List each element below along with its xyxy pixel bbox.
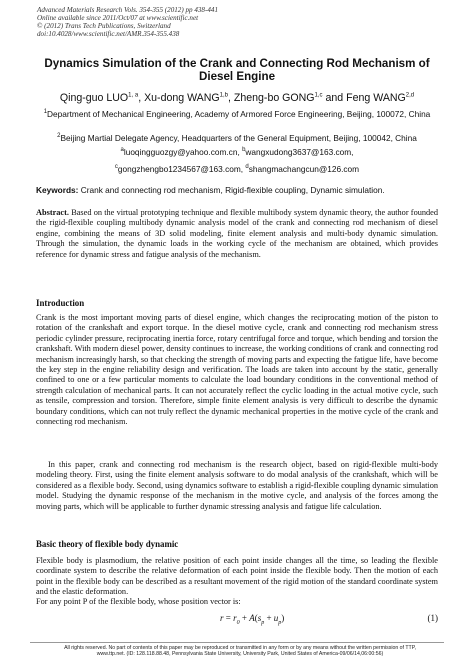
footer-line-1: All rights reserved. No part of contents of this paper may be reproduced or transmitted in any form or by any means without the written permission of TTP, xyxy=(64,645,416,651)
email-sup: c xyxy=(114,164,118,171)
journal-header xyxy=(37,6,437,38)
equation-body xyxy=(220,613,284,626)
keywords xyxy=(36,185,440,196)
email-link[interactable]: luoqingguozgy@yahoo.com.cn, xyxy=(123,147,240,157)
keywords-label: Keywords: xyxy=(36,185,79,195)
email-link[interactable]: shangmachangcun@126.com xyxy=(248,164,360,174)
author-separator: , xyxy=(138,92,145,104)
author-separator: and xyxy=(322,92,347,104)
author-name: Qing-guo LUO xyxy=(59,92,129,104)
eq-symbol: r xyxy=(220,613,224,623)
author-separator: , xyxy=(227,92,234,104)
email-sup: d xyxy=(245,164,249,171)
author-list xyxy=(20,92,454,105)
paper-title: Dynamics Simulation of the Crank and Connecting Rod Mechanism of Diesel Engine xyxy=(44,57,430,83)
eq-sub: p xyxy=(278,619,282,626)
author-name: Xu-dong WANG xyxy=(144,92,220,104)
author-sup: 1,b xyxy=(219,92,228,99)
affiliation-sup: 2 xyxy=(57,133,61,140)
eq-symbol: r xyxy=(233,613,237,623)
eq-symbol: ( xyxy=(254,613,258,623)
eq-symbol: u xyxy=(273,613,279,623)
email-sup: a xyxy=(120,147,124,154)
eq-symbol: A xyxy=(249,613,255,623)
doi-line: doi:10.4028/www.scientific.net/AMR.354-355.438 xyxy=(37,30,180,39)
abstract xyxy=(36,208,438,260)
keywords-text: Crank and connecting rod mechanism, Rigid-flexible coupling, Dynamic simulation. xyxy=(80,185,385,195)
eq-symbol: ) xyxy=(281,613,285,623)
email-link[interactable]: wangxudong3637@163.com, xyxy=(245,147,354,157)
journal-line: Advanced Materials Research Vols. 354-355 (2012) pp 438-441 xyxy=(37,6,218,14)
affiliation-text: Department of Mechanical Engineering, Academy of Armored Force Engineering, Beijing, 100072, China xyxy=(47,109,431,119)
author-sup: 2,d xyxy=(405,92,415,99)
eq-sub: p xyxy=(261,619,265,626)
basic-theory-paragraph-1: Flexible body is plasmodium, the relative position of each point inside changes all the time, so leading the flexible coordinate system to describe the relative deformation of each point inside the flexible body. Then the motion of each point in the flexible body can be described as a resultant movement of the rigid motion of the standard coordinate system and the elastic deformation. xyxy=(36,556,438,597)
introduction-paragraph-1: Crank is the most important moving parts of diesel engine, which changes the reciprocating motion of the piston to rotation of the crankshaft and export torque. In the diesel motive cycle, crank and connecting rod mechanism stress periodic cylinder pressure, reciprocating inertia force, rotary centrifugal force and torque, which bending and torsion the crankshaft. With modern diesel power, density continues to increase, the working conditions of crank and connecting rod mechanism increasingly harsh, so that checking the strength of moving parts and expecting the fatigue life, have become the key step in the engine reliability design and verification. The loads are taken into account by the static, generally confined to one or a few particular moments to calculate the load boundary conditions in the conventional method of strength calculation of mechanical parts. It can not accurately reflect the cyclic loading in the actual motive cycle, such as tensile, compression and torsion. Therefore, simple finite element analysis is very difficult to describe the dynamic boundary conditions, which can not truly reflect the dynamic mechanical properties in the motive cycle of the crank and connecting rod mechanism. xyxy=(36,313,438,427)
author-sup: 1, a xyxy=(128,92,139,99)
introduction-heading: Introduction xyxy=(36,298,85,308)
affiliation-text: Beijing Martial Delegate Agency, Headquarters of the General Equipment, Beijing, 100042, China xyxy=(60,133,417,143)
online-line: Online available since 2011/Oct/07 at www.scientific.net xyxy=(37,14,199,23)
email-line-1 xyxy=(36,147,438,158)
copyright-line: © (2012) Trans Tech Publications, Switzerland xyxy=(37,22,171,31)
email-sup: b xyxy=(242,147,246,154)
footer-divider xyxy=(30,642,444,643)
email-line-2 xyxy=(36,164,438,175)
author-name: Zheng-bo GONG xyxy=(233,92,315,104)
basic-theory-heading: Basic theory of flexible body dynamic xyxy=(36,539,179,549)
abstract-label: Abstract. xyxy=(36,208,69,217)
eq-symbol: + xyxy=(239,613,250,623)
eq-symbol: = xyxy=(223,613,234,623)
email-link[interactable]: gongzhengbo1234567@163.com, xyxy=(117,164,244,174)
author-sup: 1,c xyxy=(314,92,323,99)
equation-1 xyxy=(36,613,438,627)
author-name: Feng WANG xyxy=(346,92,406,104)
affiliation-sup: 1 xyxy=(43,109,48,116)
eq-symbol: s xyxy=(257,613,262,623)
affiliation-2 xyxy=(36,133,438,144)
affiliation-1 xyxy=(36,109,438,120)
introduction-paragraph-2: In this paper, crank and connecting rod mechanism is the research object, based on rigid-flexible multi-body modeling theory. First, using the finite element analysis software to do modal analysis of the crankshaft, which will be considered as a flexible body. Second, using dynamics software to establish a rigid-flexible coupling dynamic simulation model. Studying the dynamic response of the mechanism in the motive cycle, and analysis of the forces among the moving parts, which will be applicable to further dynamic stressing analysis and fatigue life calculation. xyxy=(36,460,438,511)
equation-number: (1) xyxy=(427,613,438,623)
basic-theory-paragraph-2: For any point P of the flexible body, whose position vector is: xyxy=(36,597,241,606)
abstract-text: Based on the virtual prototyping technique and flexible multibody system dynamic theory, the author founded the rigid-flexible coupling multibody dynamic analysis model of the crank and connecting rod mechanism of diesel engine, combining the means of 3D solid modeling, finite element analysis and multi-body dynamic simulation. Through the simulation, the dynamic loads in the working cycle of the mechanism are obtained, which provides reference for dynamic stress and fatigue analysis of the mechanism. xyxy=(36,208,438,259)
footer xyxy=(30,645,450,657)
footer-line-2: www.ttp.net. (ID: 128.118.88.48, Pennsylvania State University, University Park, United States of America-09/06/14,06:00:56) xyxy=(96,651,384,658)
eq-symbol: + xyxy=(264,613,274,623)
eq-sub: 0 xyxy=(236,619,240,626)
